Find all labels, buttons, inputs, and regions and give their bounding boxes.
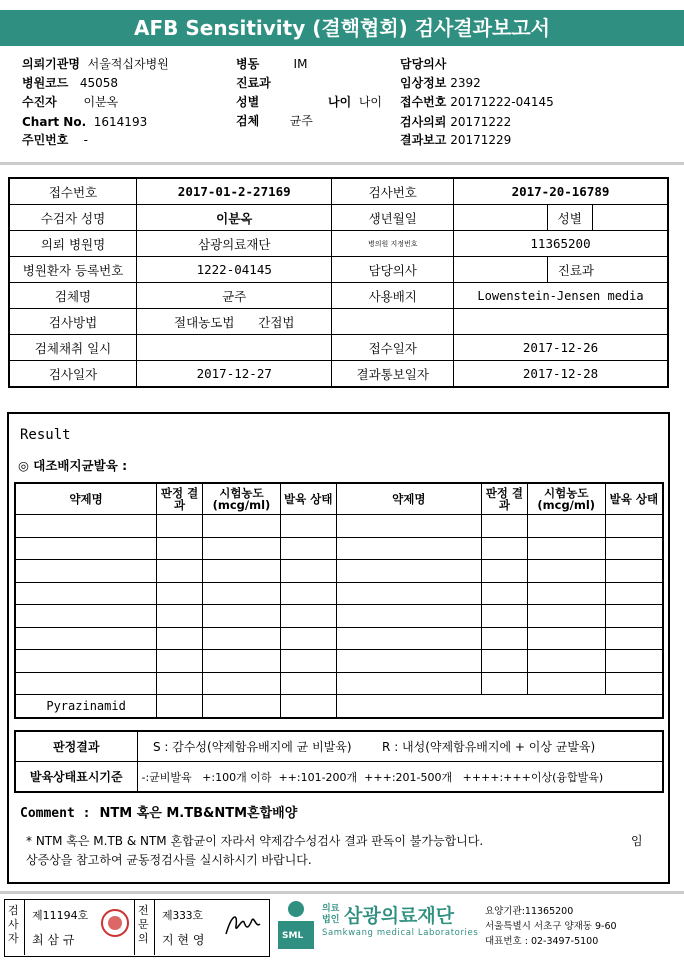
label-cell: 검사일자 [9,361,137,388]
label-cell: 병원환자 등록번호 [9,257,137,283]
header-drug: 약제명 [15,483,157,515]
doctor-row: 담당의사 [400,57,447,71]
table-row [15,672,663,695]
header-separator [0,162,684,165]
receipt-row: 접수번호 20171222-04145 [400,95,554,109]
org-address: 서울특별시 서초구 양재동 9-60 [485,921,617,932]
growth-criteria: -:균비발육 +:100개 이하 ++:101-200개 +++:201-500개 ++++:+++이상(융합발육) [137,762,663,793]
label-cell: 접수일자 [332,335,454,361]
receipt-number: 2017-01-2-27169 [137,178,332,205]
tester-name: 최 삼 규 [32,933,75,947]
request-row: 검사의뢰 20171222 [400,115,512,129]
header-concentration: 시험농도 (mcg/ml) [527,483,605,515]
ward-row: 병동 IM [236,57,308,71]
patient-registration-number: 1222-04145 [137,257,332,283]
patient-row: 수진자 이분옥 [22,95,119,109]
signature-icon [222,908,262,942]
sex-row: 성별 [236,95,260,109]
label-cell: 병의원 지정번호 [332,231,454,257]
culture-media: Lowenstein-Jensen media [454,283,668,309]
receipt-date: 2017-12-26 [454,335,668,361]
comment-note-1: * NTM 혹은 M.TB & NTM 혼합균이 자라서 약제감수성검사 결과 판독이 불가능합니다. [26,834,484,848]
label-cell: 성별 [547,205,592,231]
header-concentration: 시험농도 (mcg/ml) [203,483,281,515]
blank-cell [454,309,668,335]
table-row [15,695,663,718]
test-method: 절대농도법 간접법 [137,309,332,335]
org-code: 요양기관:11365200 [485,906,574,917]
label-cell: 접수번호 [9,178,137,205]
label-cell: 사용배지 [332,283,454,309]
sml-logo-icon [272,899,318,951]
table-row [15,537,663,560]
tester-label: 검사자 [8,904,19,945]
tester-number: 제11194호 [32,909,89,922]
blank-cell [332,309,454,335]
seal-icon [101,909,129,937]
specimen-info-table [8,177,669,388]
table-row [15,650,663,673]
specialist-name: 지 현 영 [162,933,205,947]
table-row [15,515,663,538]
report-row: 결과보고 20171229 [400,133,512,147]
label-cell: 생년월일 [332,205,454,231]
dept-row: 진료과 [236,76,271,90]
test-number: 2017-20-16789 [454,178,668,205]
chart-row: Chart No. 1614193 [22,115,148,129]
specialist-label: 전문의 [138,904,149,945]
drug-name: Pyrazinamid [15,695,157,718]
header-growth: 발육 상태 [605,483,663,515]
label-cell: 수검자 성명 [9,205,137,231]
clinical-row: 임상정보 2392 [400,76,481,90]
label-cell: 담당의사 [332,257,454,283]
drug-sensitivity-table [14,482,664,719]
judgement-label: 판정결과 [15,731,137,762]
growth-label: 발육상태표시기준 [15,762,137,793]
test-date: 2017-12-27 [137,361,332,388]
table-row [15,627,663,650]
specialist-number: 제333호 [162,909,204,922]
ssn-row: 주민번호 - [22,133,88,147]
header-drug: 약제명 [336,483,481,515]
birth-date [454,205,548,231]
org-name: 삼광의료재단 [344,905,455,927]
comment-note-1-end: 임 [631,834,643,848]
label-cell: 진료과 [547,257,668,283]
hospital-row: 의뢰기관명 서울적십자병원 [22,57,169,71]
collection-date [137,335,332,361]
sex-value [592,205,668,231]
specimen-name: 균주 [137,283,332,309]
age-row: 나이 나이 [328,95,383,109]
header-judgement: 판정 결과 [157,483,203,515]
label-cell: 검체채취 일시 [9,335,137,361]
table-row [15,605,663,628]
sml-logo-text: SML [282,931,304,941]
org-phone: 대표번호 : 02-3497-5100 [485,936,599,947]
footer-separator [0,891,684,894]
doctor-value [454,257,548,283]
judgement-criteria: S : 감수성(약제함유배지에 균 비발육) R : 내성(약제함유배지에 + 이상 균발육) [137,731,663,762]
header-judgement: 판정 결과 [481,483,527,515]
legend-table [14,730,664,793]
table-row [15,582,663,605]
patient-name: 이분옥 [137,205,332,231]
label-cell: 검체명 [9,283,137,309]
comment: Comment : NTM 혹은 M.TB&NTM혼합배양 [20,806,298,821]
referring-hospital: 삼광의료재단 [137,231,332,257]
report-title: AFB Sensitivity (결핵협회) 검사결과보고서 [0,10,684,46]
label-cell: 검사방법 [9,309,137,335]
table-row [15,560,663,583]
label-cell: 결과통보일자 [332,361,454,388]
label-cell: 의뢰 병원명 [9,231,137,257]
hospital-designation-number: 11365200 [454,231,668,257]
comment-note-2: 상증상을 참고하여 균동정검사를 실시하시기 바랍니다. [26,853,312,867]
org-prefix: 의료법인 [322,904,340,925]
header-growth: 발육 상태 [280,483,336,515]
specimen-row: 검체 균주 [236,114,313,128]
control-medium-growth: ◎ 대조배지균발육 : [18,458,128,473]
result-notification-date: 2017-12-28 [454,361,668,388]
org-name-en: Samkwang medical Laboratories [322,928,479,938]
code-row: 병원코드 45058 [22,76,119,90]
result-title: Result [20,427,71,443]
label-cell: 검사번호 [332,178,454,205]
